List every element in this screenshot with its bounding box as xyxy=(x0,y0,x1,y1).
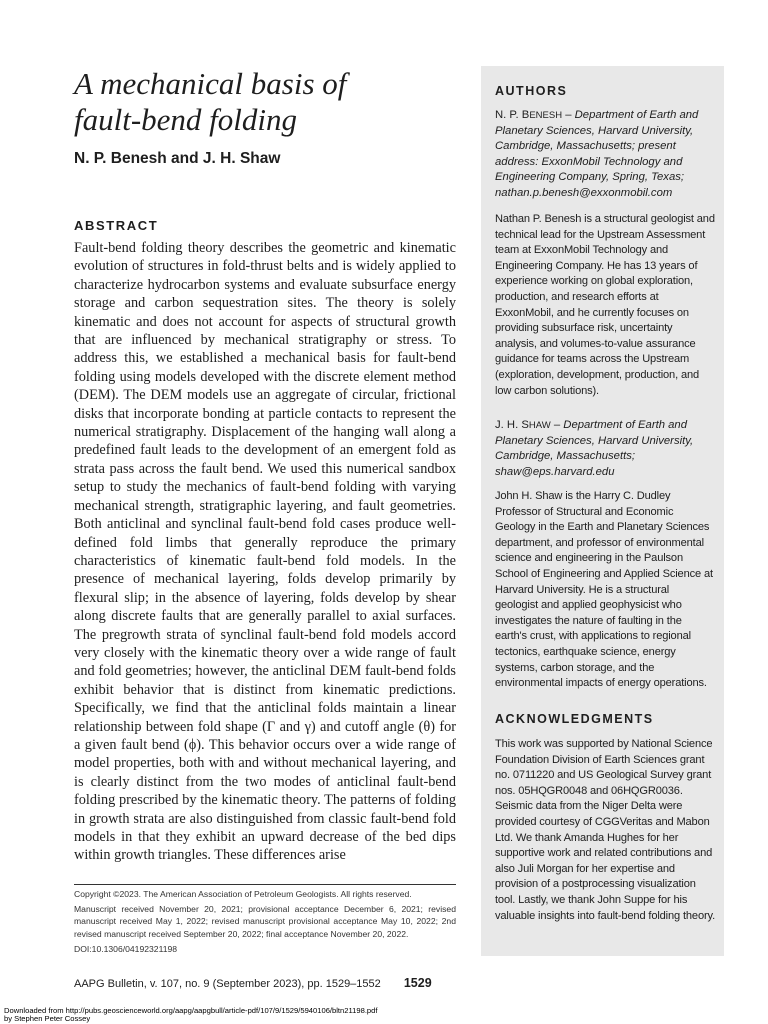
author-2-institution: Department of Earth and Planetary Sciences, Harvard University, Cambridge, Massachusetts; xyxy=(495,419,694,463)
author-1-affiliation xyxy=(495,108,715,202)
title-line-2: fault-bend folding xyxy=(74,102,298,137)
abstract-text: Fault-bend folding theory describes the geometric and kinematic evolution of structures in fold-thrust belts and is widely applied to characterize hydrocarbon systems and evaluate subsurface energy storage and carbon sequestration sites. The theory is solely kinematic and does not account for aspects of structural growth that are influenced by mechanical stratigraphy or stress. To address this, we established a mechanical basis for fault-bend folding using models developed with the discrete element method (DEM). The DEM models use an aggregate of circular, frictional disks that incorporate bonding at particle contacts to represent the numerical stratigraphy. Displacement of the hanging wall along a predefined fault leads to the development of an emergent fold as strata pass across the fault bend. We used this numerical sandbox setup to study the mechanics of fault-bend folding with varying mechanical strength, stratigraphic layering, and fault geometries. Both anticlinal and synclinal fault-bend fold cases produce well-defined fold limbs that generally reproduce the primary characteristics of kinematic fault-bend fold models. In the presence of mechanical layering, folds develop primarily by flexural slip; in the absence of layering, folds develop by shear along discrete faults that are generally parallel to axial surfaces. The pregrowth strata of synclinal fault-bend fold models accord very closely with the kinematic theory over a wide range of fault and fold geometries; however, the anticlinal DEM fault-bend folds exhibit behavior that is distinct from kinematic predictions. Specifically, we find that the anticlinal folds maintain a linear relationship between fold shape (Γ and γ) and cutoff angle (θ) for a given fault bend (ϕ). This behavior occurs over a wide range of model properties, both with and without mechanical layering, and is clearly distinct from the two modes of anticlinal fault-bend folding prescribed by the kinematic theory. The patterns of folding in growth strata are also distinguished from classic fault-bend fold models in that they exhibit an upward decrease of the bed dips within growth triangles. These differences arise xyxy=(74,240,456,864)
acknowledgments-heading: ACKNOWLEDGMENTS xyxy=(495,712,654,726)
abstract-heading: ABSTRACT xyxy=(74,218,159,233)
manuscript-history: Manuscript received November 20, 2021; provisional acceptance December 6, 2021; revised manuscript received May 1, 2022; revised manuscript provisional acceptance May 10, 2022; 2nd revised manuscript received September 20, 2022; final acceptance November 20, 2022. xyxy=(74,904,456,939)
author-1-institution: Department of Earth and Planetary Sciences, Harvard University, Cambridge, Massachusetts; xyxy=(495,109,699,153)
journal-footer xyxy=(74,976,432,990)
author-1-initials: N. P. B xyxy=(495,109,530,121)
journal-citation: AAPG Bulletin, v. 107, no. 9 (September 2023), pp. 1529–1552 xyxy=(74,978,381,990)
author-byline: N. P. Benesh and J. H. Shaw xyxy=(74,150,281,167)
article-title xyxy=(74,66,464,138)
acknowledgments-text: This work was supported by National Science Foundation Division of Earth Sciences grant no. 0711220 and US Geological Survey grant nos. 05HQGR0048 and 06HQGR0036. Seismic data from the Niger Delta were provided courtesy of CGGVeritas and Mabon Ltd. We thank Amanda Hughes for her supportive work and related contributions and also Juli Morgan for her expertise and provision of a postprocessing visualization tool. Lastly, we thank John Suppe for his valuable insights into fault-bend folding theory. xyxy=(495,738,716,922)
author-2-bio: John H. Shaw is the Harry C. Dudley Professor of Structural and Economic Geology in the Earth and Planetary Sciences department, and professor of environmental science and engineering in the Paulson School of Engineering and Applied Science at Harvard University. He is a structural geologist and applied geophysicist who investigates the nature of faulting in the earth's crust, with applications to regional tectonics, earthquake science, energy systems, carbon storage, and the environmental impacts of energy operations. xyxy=(495,490,713,690)
download-notice xyxy=(4,1007,377,1024)
author-1-email[interactable]: nathan.p.benesh@exxonmobil.com xyxy=(495,186,673,199)
footnote-block xyxy=(74,884,456,958)
download-url-line: Downloaded from http://pubs.geoscienceworld.org/aapg/aapgbull/article-pdf/107/9/1529/5940106/bltn21198.pdf xyxy=(4,1006,378,1015)
page-number: 1529 xyxy=(403,976,432,990)
author-2-dash: – xyxy=(550,419,564,431)
copyright-notice: Copyright ©2023. The American Association of Petroleum Geologists. All rights reserved. xyxy=(74,889,412,899)
download-user-line: by Stephen Peter Cossey xyxy=(4,1014,91,1024)
author-2-initials: J. H. S xyxy=(495,419,529,431)
author-1-surname: ENESH xyxy=(529,110,563,121)
author-2-email[interactable]: shaw@eps.harvard.edu xyxy=(495,465,615,478)
author-2-surname: HAW xyxy=(528,420,551,431)
author-1-present-address: present address: ExxonMobil Technology and Engineering Company, Spring, Texas; xyxy=(495,140,685,184)
author-1-bio: Nathan P. Benesh is a structural geologist and technical lead for the Upstream Assessment team at ExxonMobil Technology and Engineering Company. He has 13 years of experience working on global exploration, production, and research efforts at ExxonMobil, and he currently focuses on providing subsurface risk, uncertainty analysis, and volumes-to-value assurance guidance for teams across the Upstream (exploration, development, production, and low carbon solutions). xyxy=(495,213,715,397)
authors-heading: AUTHORS xyxy=(495,84,568,98)
author-1-dash: – xyxy=(562,109,575,121)
author-2-affiliation xyxy=(495,418,715,480)
doi: DOI:10.1306/04192321198 xyxy=(74,943,178,954)
title-line-1: A mechanical basis of xyxy=(74,66,347,101)
